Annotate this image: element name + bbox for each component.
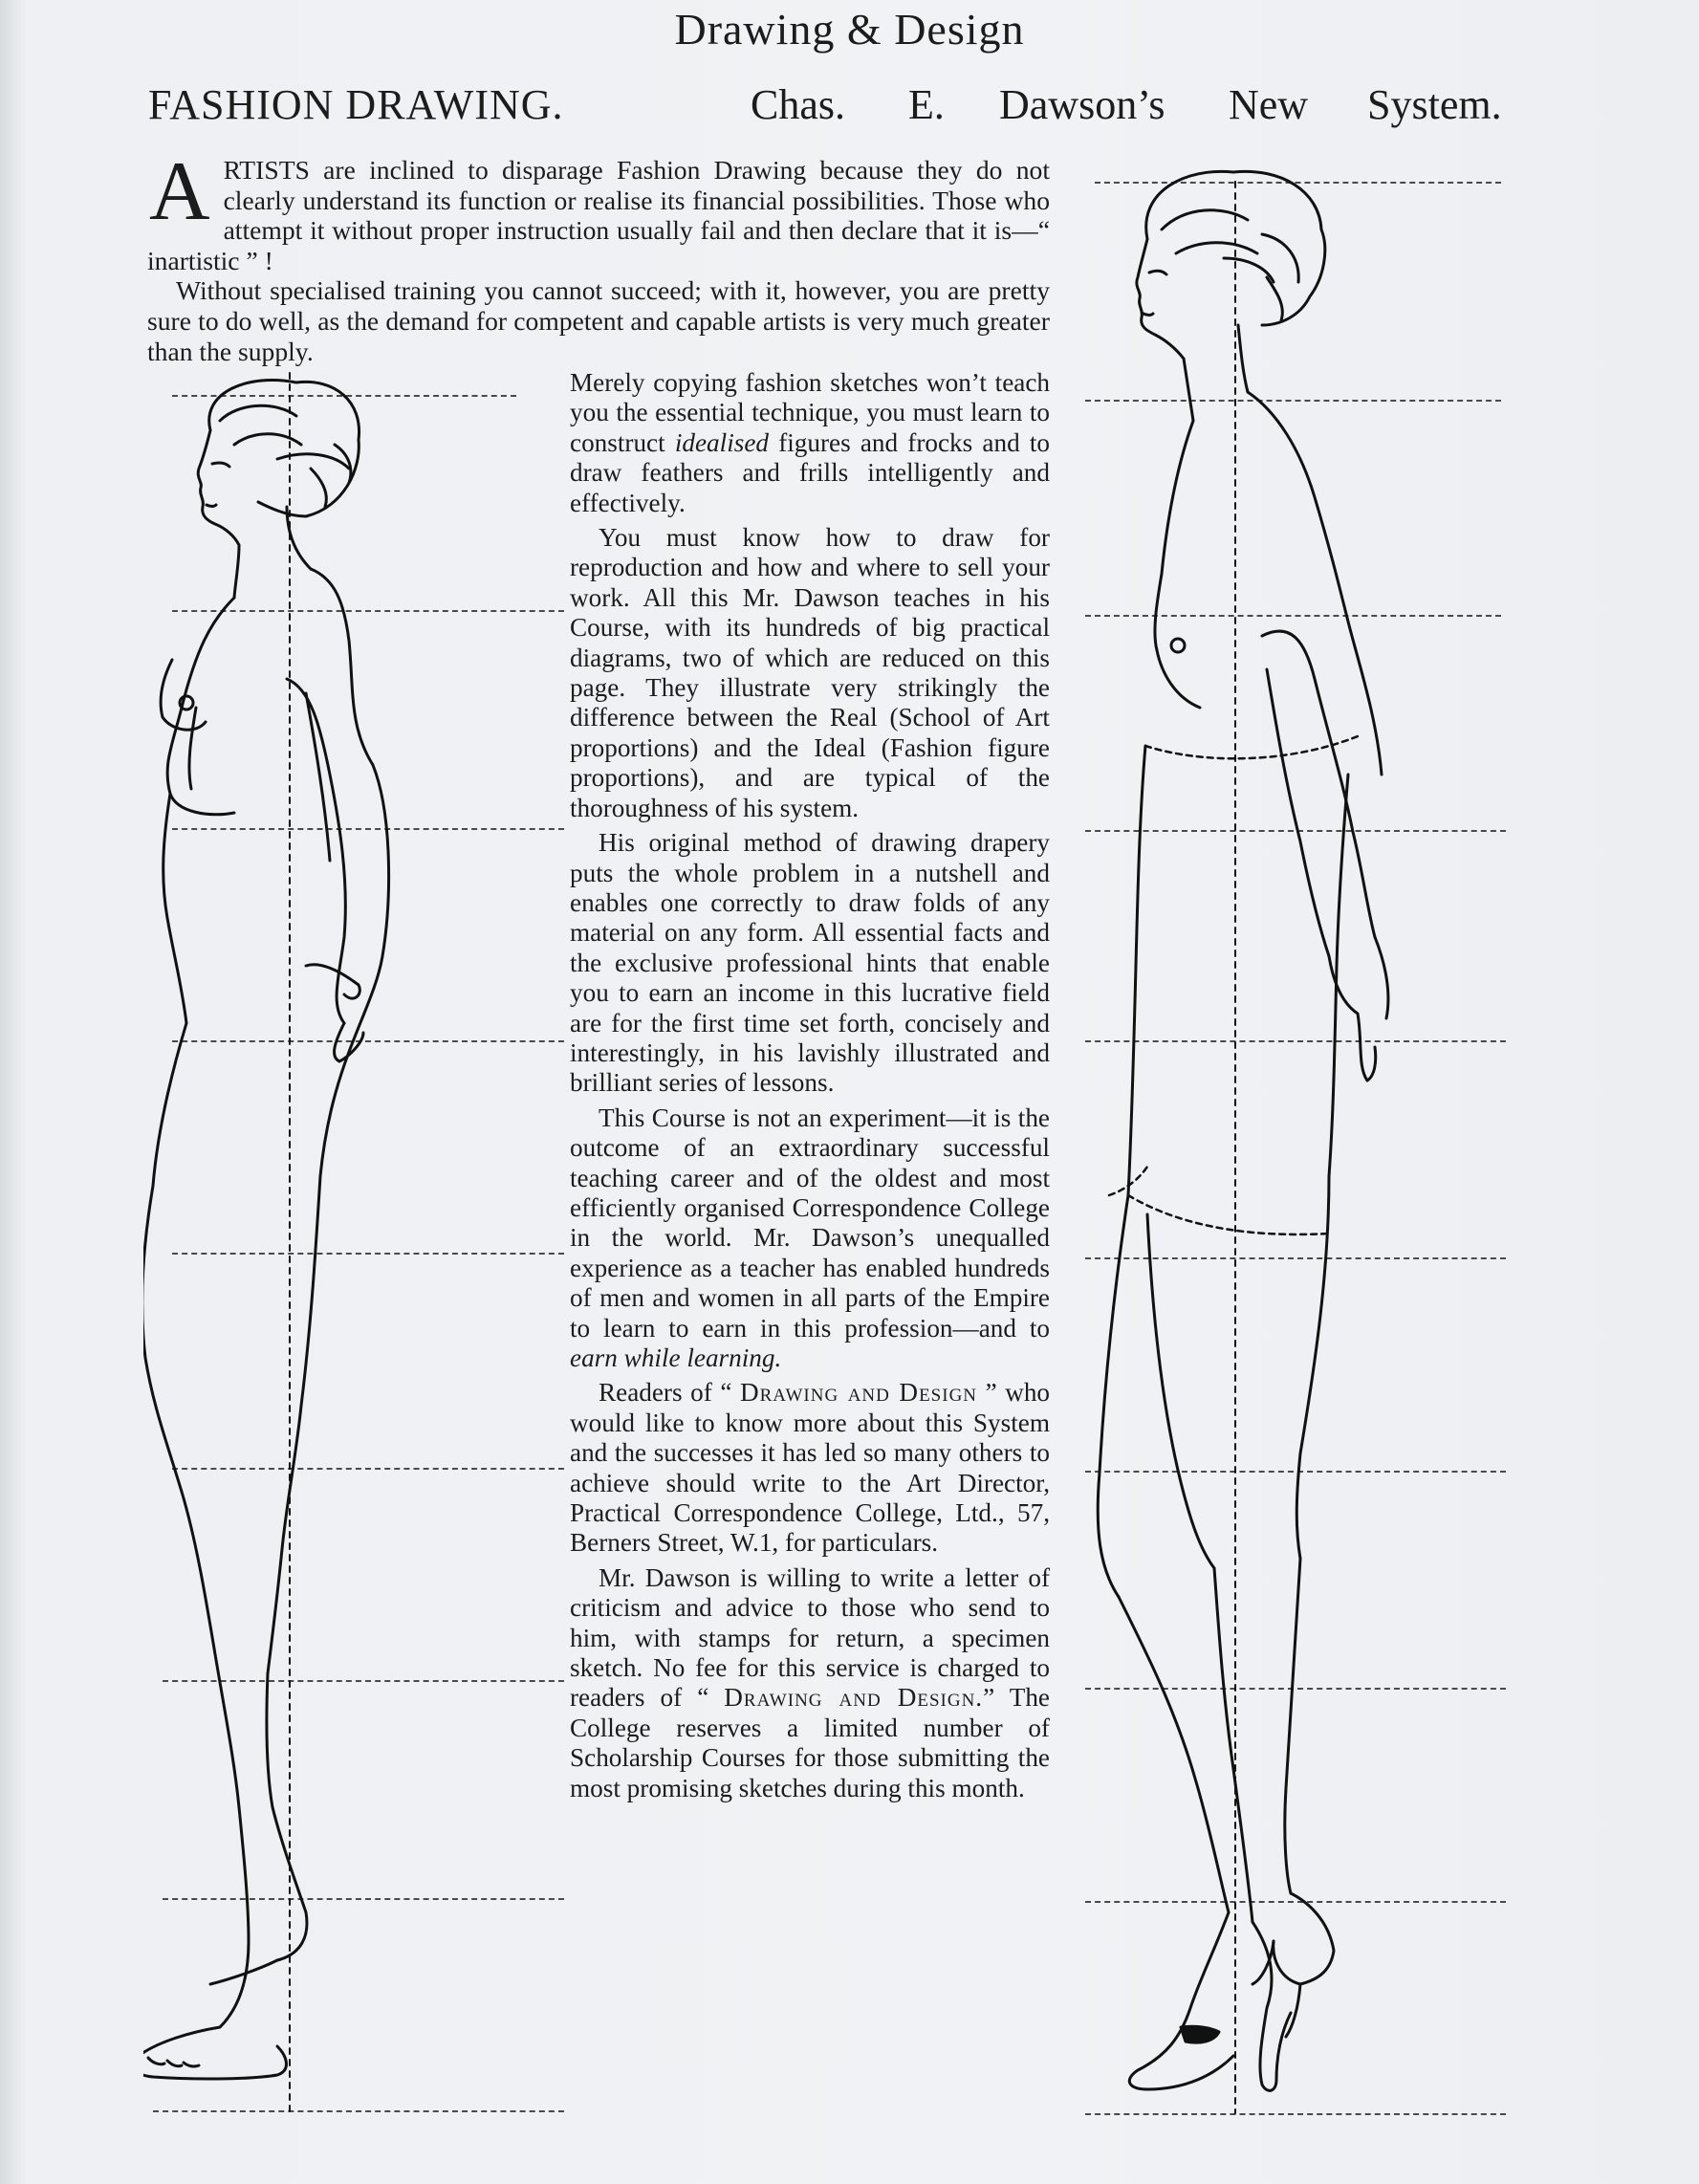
column-p5-text-a: Readers of “ (599, 1378, 740, 1408)
title-part-6: System. (1367, 81, 1502, 128)
column-p6-text-a: Mr. Dawson is willing to write a letter of criticism and advice to those who send to him, with stamps for return, a specimen sketch. No fee for this service is charged to readers of “ (570, 1562, 1050, 1713)
drop-cap: A (149, 145, 210, 238)
article-column (570, 368, 1050, 1808)
title-part-4: Dawson’s (999, 81, 1165, 128)
column-paragraph-1 (570, 368, 1050, 518)
running-head: Drawing & Design (674, 5, 1025, 54)
column-p1-text-a: Merely copying fashion sketches won’t teach you the essential technique, you must learn to construct (570, 368, 1050, 457)
intro-paragraph-2: Without specialised training you cannot succeed; with it, however, you are pretty sure to do well, as the demand for competent and capable artists is very much greater than the supply. (147, 275, 1050, 366)
ideal-fashion-figure-icon (1071, 163, 1511, 2123)
title-part-1: FASHION DRAWING. (148, 81, 564, 128)
column-p5-text-b: ” who would like to know more about this System and the successes it has led so many others to achieve should write to the Art Director, Practical Correspondence College, Ltd., 57, Berners Street, W.1, for particulars. (570, 1378, 1051, 1558)
column-paragraph-6 (570, 1563, 1050, 1803)
real-proportion-figure-icon (143, 363, 564, 2123)
article-title (148, 80, 1515, 138)
column-p4-emphasis: earn while learning. (570, 1343, 782, 1372)
title-part-2: Chas. (751, 81, 845, 128)
title-part-5: New (1229, 81, 1309, 128)
column-paragraph-3: His original method of drawing drapery puts the whole problem in a nutshell and enables one correctly to draw folds of any material on any form. All essential facts and the exclusive professional hints that enable you to earn an income in this lucrative field are for the first time set forth, concisely and interestingly, in his lavishly illustrated and brilliant series of lessons. (570, 828, 1050, 1098)
intro-paragraph-1-text: RTISTS are inclined to disparage Fashion Drawing because they do not clearly understand its function or realise its financial possibilities. Those who attempt it without proper instruction usually fail and then declare that it is—“ inartistic ” ! (147, 155, 1050, 275)
title-part-3: E. (908, 81, 945, 128)
column-p4-text: This Course is not an experiment—it is the outcome of an extraordinary successful teaching career and of the oldest and most efficiently organised Correspondence College in the world. Mr. Dawson’s unequalled experience as a teacher has enabled hundreds of men and women in all parts of the Empire to learn to earn in this profession—and to (570, 1103, 1050, 1343)
column-p5-smallcaps: Drawing and Design (739, 1378, 978, 1408)
column-p6-smallcaps: Drawing and Design. (724, 1683, 984, 1713)
column-paragraph-5 (570, 1378, 1050, 1558)
column-paragraph-2: You must know how to draw for reproduction and how and where to sell your work. All this Mr. Dawson teaches in his Course, with its hundreds of big practical diagrams, two of which are reduced on this page. They illustrate very strikingly the difference between the Real (School of Art proportions) and the Ideal (Fashion figure proportions), and are typical of the thoroughness of his system. (570, 523, 1050, 822)
column-p1-emphasis: idealised (674, 427, 770, 457)
column-paragraph-4 (570, 1103, 1050, 1374)
intro-text (147, 145, 1050, 366)
intro-paragraph-1 (147, 145, 1050, 275)
column-p1-text-b: figures and frocks and to draw feathers and frills intelligently and effectively. (570, 427, 1050, 517)
column-p6-text-b: ” The College reserves a limited number of Scholarship Courses for those submitting the most promising sketches during this month. (570, 1683, 1050, 1802)
